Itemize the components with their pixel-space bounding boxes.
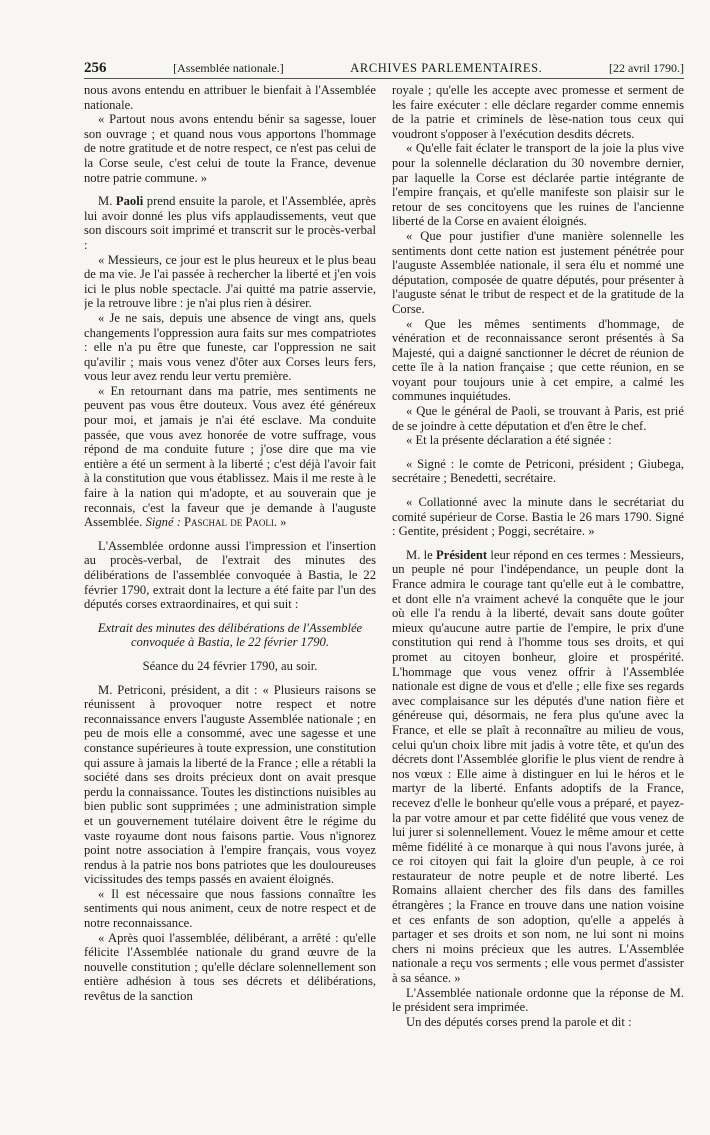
- paragraph-text: leur répond en ces termes : Messieurs, un peuple né pour l'indépendance, un peuple dont la France admira le courage tant qu'elle eut à le combattre, et dont elle n'a vraiment achevé la conquête que le jour où elle l'a rendu à la liberté, devait sans doute goûter mieux qu'aucune autre partie de l'empire, le prix d'une constitution qui rend à l'homme tous ses droits, et qui promet au citoyen bonheur, gloire et prospérité. L'hommage que vous venez offrir à l'Assemblée nationale est digne de vous et d'elle ; elle fixe ses regards avec complaisance sur les députés d'une nation fière et généreuse qui, désormais, ne fera plus qu'une avec la France, et elle se plaît à reconnaître au milieu de vous, celui qu'un choix libre mit jadis à votre tête, et qu'un des décrets dont l'Assemblée glorifie le plus vient de rendre à nos vœux : Elle aime à distinguer en lui le héros et le martyr de la liberté. Enfants adoptifs de la France, recevez d'elle le bonheur qu'elle vous a préparé, et payez-la par votre amour et par cette fidélité que vous venez de lui jurer si solennellement. Vouez le même amour et cette même fidélité à ce monarque à qui nous l'avons jurée, à ce roi citoyen qui fait la gloire d'un peuple, à ce roi restaurateur de notre peuple et de notre liberté. Les Romains allaient chercher des fils dans des familles étrangères ; la France en trouve dans une nation voisine et ces enfants de son adoption, qu'elle a appelés à partager et ses droits et son nom, ne lui sont ni moins chers ni moins précieux que les autres. L'Assemblée nationale a reçu vos serments ; elle vous permet d'assister à sa séance. »: [392, 547, 684, 986]
- header-date: [22 avril 1790.]: [608, 61, 684, 75]
- closing-quote: »: [277, 515, 287, 530]
- signature: Paschal de Paoli.: [184, 515, 277, 530]
- page-number: 256: [84, 60, 107, 76]
- paragraph-text: prend ensuite la parole, et l'Assemblée, après lui avoir donné les plus vifs applaudissements, veut que son discours soit imprimé et transcrit sur le procès-verbal :: [84, 194, 376, 252]
- speaker-name: Paoli: [115, 194, 144, 209]
- header-rule: [84, 78, 684, 79]
- paragraph: « Partout nous avons entendu bénir sa sagesse, louer son ouvrage ; et quand nous vous apportons l'hommage de notre gratitude et de notre respect, ce n'est pas celui de la Corse seule, c'est celui de toute la France, devenue notre patrie commune. »: [84, 112, 376, 185]
- paragraph: Un des députés corses prend la parole et dit :: [406, 1014, 632, 1029]
- paragraph: [84, 194, 376, 252]
- paragraph: « Signé : le comte de Petriconi, président ; Giubega, secrétaire ; Benedetti, secrétaire.: [392, 456, 684, 486]
- extract-title: Extrait des minutes des délibérations de l'Assemblée convoquée à Bastia, le 22 février 1790.: [97, 620, 363, 650]
- paragraph: « Que pour justifier d'une manière solennelle les sentiments dont cette nation est justement pénétrée pour l'auguste Assemblée nationale, il sera élu et nommé une députation, composée de quatre députés, pour présenter à l'auguste sénat le tribut de respect et de la gratitude de la Corse.: [392, 228, 684, 316]
- paragraph: [84, 384, 376, 530]
- paragraph-text: « En retournant dans ma patrie, mes sentiments ne peuvent pas vous être douteux. Vous avez été généreux pour moi, et jamais je n'ai été esclave. Ma conduite passée, que vous avez honorée de votre suffrage, vous répond de ma conduite future ; j'ose dire que ma vie entière a été un serment à la liberté ; c'est déjà l'avoir fait à la constitution que vous établissez. Mais il me reste à le faire à la nation qui m'adopte, et au souverain que je reconnais, c'est la faveur que je demande à l'auguste Assemblée.: [84, 383, 376, 530]
- paragraph: « Messieurs, ce jour est le plus heureux et le plus beau de ma vie. Je l'ai passée à rechercher la liberté et j'en vois ici le plus noble spectacle. J'ai quitté ma patrie asservie, je la retrouve libre : je n'ai plus rien à désirer.: [84, 252, 376, 311]
- paragraph: L'Assemblée ordonne aussi l'impression et l'insertion au procès-verbal, de l'extrait des minutes des délibérations de l'assemblée convoquée à Bastia, le 22 février 1790, extrait dont la lecture a été faite par l'un des députés corses extraordinaires, et qui suit :: [84, 538, 376, 612]
- paragraph: M. Petriconi, président, a dit : « Plusieurs raisons se réunissent à provoquer notre respect et notre reconnaissance envers l'auguste Assemblée nationale ; en peu de mois elle a consommé, avec une sagesse et une constance supérieures à toute expression, une constitution qui assure à jamais la liberté de la France ; elle a rétabli la société dans ses droits précieux dont on avait presque perdu la connaissance. Toutes les distinctions nuisibles au bien public sont supprimées ; une administration simple et un gouvernement tutélaire doivent être le régime du vaste royaume dont nous faisons partie. Vous n'ignorez point notre association à l'empire français, vous voyez rendus à la patrie nos bons patriotes que les douloureuses vicissitudes des temps passés en avaient éloignés.: [84, 682, 376, 887]
- paragraph: « Que les mêmes sentiments d'hommage, de vénération et de reconnaissance seront présentés à Sa Majesté, qui a daigné sanctionner le décret de réunion de cette île à la nation française ; que cette réunion, en se voyant pour toujours unie à cet empire, a calmé les communes inquiétudes.: [392, 316, 684, 404]
- speaker-title: M.: [98, 194, 113, 209]
- speaker-title: M. le: [406, 547, 433, 562]
- paragraph: nous avons entendu en attribuer le bienfait à l'Assemblée nationale.: [84, 83, 376, 112]
- header-section: [Assemblée nationale.]: [173, 61, 284, 75]
- session-heading: Séance du 24 février 1790, au soir.: [142, 658, 318, 673]
- paragraph: [392, 548, 684, 986]
- signed-label: Signé :: [145, 515, 181, 530]
- paragraph: « Je ne sais, depuis une absence de vingt ans, quels changements l'oppression aura faits sur mes compatriotes : elle n'a pu être que funeste, car l'oppression ne sait qu'avilir ; mais vous venez d'ôter aux Corses leurs fers, vous leur avez rendu leur vertu première.: [84, 310, 376, 384]
- left-column: [84, 83, 376, 1093]
- paragraph: royale ; qu'elle les accepte avec promesse et serment de les faire exécuter : elle déclare regarder comme ennemis de la patrie et criminels de lèse-nation tous ceux qui voudront s'opposer à l'exécution desdits décrets.: [392, 83, 684, 141]
- right-column: [392, 83, 684, 1093]
- paragraph: « Et la présente déclaration a été signée :: [406, 433, 612, 448]
- running-header: [84, 60, 684, 77]
- paragraph: « Collationné avec la minute dans le secrétariat du comité supérieur de Corse. Bastia le 26 mars 1790. Signé : Gentite, président ; Poggi, secrétaire. »: [392, 495, 684, 539]
- paragraph: L'Assemblée nationale ordonne que la réponse de M. le président sera imprimée.: [392, 985, 684, 1015]
- paragraph: « Qu'elle fait éclater le transport de la joie la plus vive pour la solennelle déclaration du 30 novembre dernier, par laquelle la Corse est déclarée partie intégrante de l'empire français, et qu'elle manifeste son plaisir sur le retour de ses concitoyens que les ruines de l'ancienne liberté de la Corse en avaient éloignés.: [392, 141, 684, 229]
- paragraph: « Après quoi l'assemblée, délibérant, a arrêté : qu'elle félicite l'Assemblée nationale du grand œuvre de la nouvelle constitution ; qu'elle déclare solennellement son entière adhésion à tous ses décrets et délibérations, revêtus de la sanction: [84, 930, 376, 1004]
- header-title: ARCHIVES PARLEMENTAIRES.: [350, 61, 543, 75]
- paragraph: « Il est nécessaire que nous fassions connaître les sentiments qui nous animent, ceux de notre respect et de notre reconnaissance.: [84, 886, 376, 931]
- paragraph: « Que le général de Paoli, se trouvant à Paris, est prié de se joindre à cette députation et d'en être le chef.: [392, 404, 684, 433]
- speaker-name: Président: [436, 547, 488, 562]
